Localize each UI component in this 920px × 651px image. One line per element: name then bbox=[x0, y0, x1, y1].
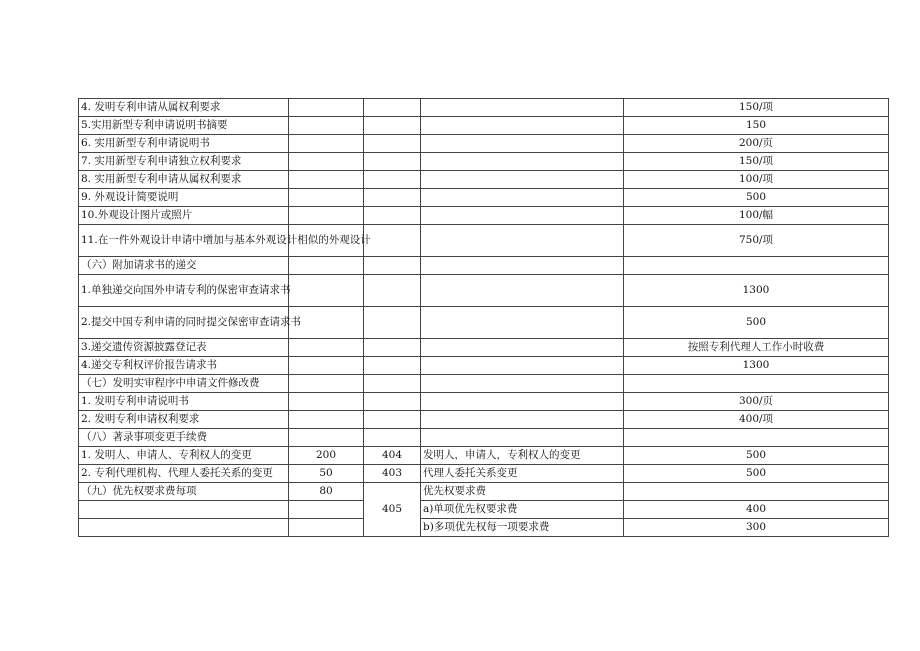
code-cell bbox=[364, 339, 421, 357]
description-cell bbox=[421, 257, 624, 275]
table-row bbox=[79, 375, 889, 393]
code-cell bbox=[364, 207, 421, 225]
table-row bbox=[79, 519, 889, 537]
code-cell bbox=[364, 153, 421, 171]
fee-cell: 400/项 bbox=[624, 411, 889, 429]
code-cell bbox=[364, 117, 421, 135]
code-cell bbox=[364, 429, 421, 447]
official-fee-cell bbox=[289, 117, 364, 135]
table-row bbox=[79, 393, 889, 411]
official-fee-cell bbox=[289, 429, 364, 447]
table-row bbox=[79, 275, 889, 307]
item-cell: 5.实用新型专利申请说明书摘要 bbox=[79, 117, 289, 135]
table-row bbox=[79, 189, 889, 207]
description-cell bbox=[421, 393, 624, 411]
item-cell: 11.在一件外观设计申请中增加与基本外观设计相似的外观设计 bbox=[79, 225, 289, 257]
fee-cell: 150/项 bbox=[624, 153, 889, 171]
fee-cell: 1300 bbox=[624, 275, 889, 307]
item-cell: 6. 实用新型专利申请说明书 bbox=[79, 135, 289, 153]
fee-cell: 750/项 bbox=[624, 225, 889, 257]
description-cell bbox=[421, 117, 624, 135]
code-cell bbox=[364, 135, 421, 153]
description-cell bbox=[421, 275, 624, 307]
item-cell bbox=[79, 519, 289, 537]
description-cell bbox=[421, 99, 624, 117]
item-cell bbox=[79, 501, 289, 519]
official-fee-cell bbox=[289, 411, 364, 429]
item-cell: 1.单独递交向国外申请专利的保密审查请求书 bbox=[79, 275, 289, 307]
table-row bbox=[79, 171, 889, 189]
fee-cell: 按照专利代理人工作小时收费 bbox=[624, 339, 889, 357]
table-row bbox=[79, 135, 889, 153]
item-cell: 2. 专利代理机构、代理人委托关系的变更 bbox=[79, 465, 289, 483]
description-cell bbox=[421, 375, 624, 393]
fee-table-body bbox=[79, 99, 889, 537]
table-row bbox=[79, 153, 889, 171]
official-fee-cell bbox=[289, 275, 364, 307]
official-fee-cell bbox=[289, 207, 364, 225]
item-cell: （八）著录事项变更手续费 bbox=[79, 429, 289, 447]
fee-cell: 300 bbox=[624, 519, 889, 537]
fee-cell bbox=[624, 375, 889, 393]
table-row bbox=[79, 339, 889, 357]
item-cell: （六）附加请求书的递交 bbox=[79, 257, 289, 275]
fee-cell: 150 bbox=[624, 117, 889, 135]
official-fee-cell bbox=[289, 519, 364, 537]
table-row bbox=[79, 225, 889, 257]
official-fee-cell: 200 bbox=[289, 447, 364, 465]
item-cell: 4.递交专利权评价报告请求书 bbox=[79, 357, 289, 375]
item-cell: 10.外观设计图片或照片 bbox=[79, 207, 289, 225]
code-cell bbox=[364, 257, 421, 275]
fee-table bbox=[78, 98, 889, 537]
description-cell bbox=[421, 411, 624, 429]
code-cell: 405 bbox=[364, 483, 421, 537]
fee-cell: 500 bbox=[624, 189, 889, 207]
table-row bbox=[79, 465, 889, 483]
table-row bbox=[79, 99, 889, 117]
code-cell bbox=[364, 375, 421, 393]
item-cell: 9. 外观设计简要说明 bbox=[79, 189, 289, 207]
fee-cell: 200/页 bbox=[624, 135, 889, 153]
code-cell bbox=[364, 225, 421, 257]
official-fee-cell bbox=[289, 339, 364, 357]
code-cell bbox=[364, 275, 421, 307]
fee-cell bbox=[624, 483, 889, 501]
description-cell bbox=[421, 225, 624, 257]
item-cell: （九）优先权要求费每项 bbox=[79, 483, 289, 501]
fee-cell bbox=[624, 429, 889, 447]
table-row bbox=[79, 207, 889, 225]
item-cell: 7. 实用新型专利申请独立权利要求 bbox=[79, 153, 289, 171]
description-cell bbox=[421, 171, 624, 189]
table-row bbox=[79, 411, 889, 429]
official-fee-cell bbox=[289, 393, 364, 411]
fee-cell: 500 bbox=[624, 307, 889, 339]
description-cell: 优先权要求费 bbox=[421, 483, 624, 501]
code-cell bbox=[364, 307, 421, 339]
fee-cell: 500 bbox=[624, 447, 889, 465]
description-cell: 发明人，申请人，专利权人的变更 bbox=[421, 447, 624, 465]
description-cell bbox=[421, 357, 624, 375]
item-cell: 2.提交中国专利申请的同时提交保密审查请求书 bbox=[79, 307, 289, 339]
table-row bbox=[79, 307, 889, 339]
table-row bbox=[79, 117, 889, 135]
description-cell bbox=[421, 153, 624, 171]
code-cell bbox=[364, 411, 421, 429]
code-cell bbox=[364, 357, 421, 375]
fee-cell bbox=[624, 257, 889, 275]
official-fee-cell bbox=[289, 257, 364, 275]
table-row bbox=[79, 501, 889, 519]
official-fee-cell bbox=[289, 99, 364, 117]
description-cell: 代理人委托关系变更 bbox=[421, 465, 624, 483]
fee-cell: 1300 bbox=[624, 357, 889, 375]
description-cell: b)多项优先权每一项要求费 bbox=[421, 519, 624, 537]
description-cell bbox=[421, 429, 624, 447]
fee-cell: 500 bbox=[624, 465, 889, 483]
table-row bbox=[79, 483, 889, 501]
code-cell: 404 bbox=[364, 447, 421, 465]
table-row bbox=[79, 357, 889, 375]
fee-cell: 300/页 bbox=[624, 393, 889, 411]
official-fee-cell bbox=[289, 501, 364, 519]
description-cell bbox=[421, 189, 624, 207]
table-row bbox=[79, 447, 889, 465]
fee-cell: 100/幅 bbox=[624, 207, 889, 225]
code-cell bbox=[364, 171, 421, 189]
item-cell: （七）发明实审程序中申请文件修改费 bbox=[79, 375, 289, 393]
fee-cell: 150/项 bbox=[624, 99, 889, 117]
item-cell: 1. 发明专利申请说明书 bbox=[79, 393, 289, 411]
code-cell bbox=[364, 393, 421, 411]
description-cell bbox=[421, 307, 624, 339]
fee-cell: 100/项 bbox=[624, 171, 889, 189]
official-fee-cell bbox=[289, 189, 364, 207]
table-row bbox=[79, 257, 889, 275]
official-fee-cell: 50 bbox=[289, 465, 364, 483]
official-fee-cell: 80 bbox=[289, 483, 364, 501]
official-fee-cell bbox=[289, 171, 364, 189]
item-cell: 4. 发明专利申请从属权利要求 bbox=[79, 99, 289, 117]
table-row bbox=[79, 429, 889, 447]
description-cell bbox=[421, 339, 624, 357]
item-cell: 3.递交遗传资源披露登记表 bbox=[79, 339, 289, 357]
code-cell bbox=[364, 99, 421, 117]
item-cell: 8. 实用新型专利申请从属权利要求 bbox=[79, 171, 289, 189]
description-cell: a)单项优先权要求费 bbox=[421, 501, 624, 519]
item-cell: 1. 发明人、申请人、专利权人的变更 bbox=[79, 447, 289, 465]
description-cell bbox=[421, 135, 624, 153]
official-fee-cell bbox=[289, 357, 364, 375]
official-fee-cell bbox=[289, 135, 364, 153]
item-cell: 2. 发明专利申请权利要求 bbox=[79, 411, 289, 429]
fee-cell: 400 bbox=[624, 501, 889, 519]
code-cell bbox=[364, 189, 421, 207]
official-fee-cell bbox=[289, 375, 364, 393]
code-cell: 403 bbox=[364, 465, 421, 483]
description-cell bbox=[421, 207, 624, 225]
official-fee-cell bbox=[289, 153, 364, 171]
